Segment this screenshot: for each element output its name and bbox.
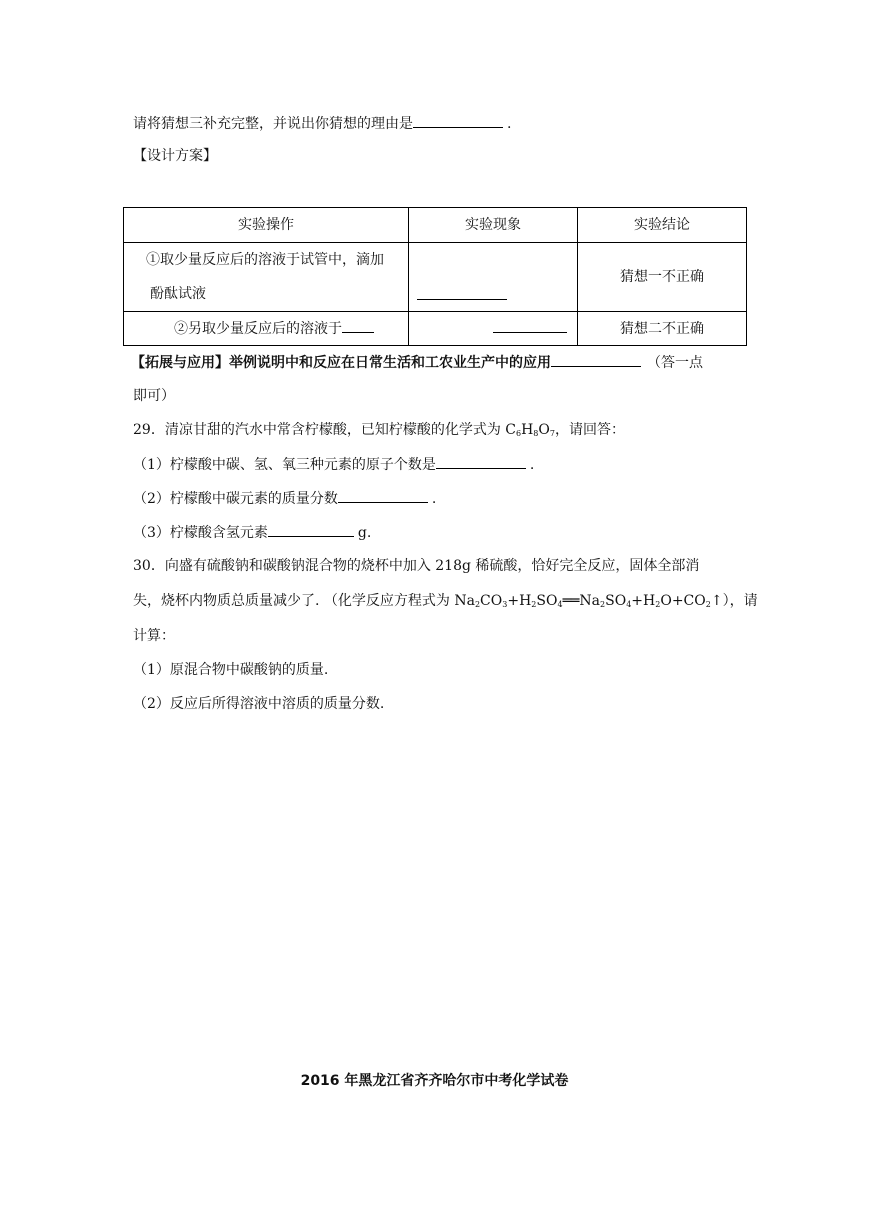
- q30-part1: （1）原混合物中碳酸钠的质量.: [133, 662, 329, 678]
- table-header-operation: 实验操作: [124, 208, 409, 243]
- q30-line2: 失，烧杯内物质总质量减少了. （化学反应方程式为 $Na_2CO_3+H_2SO_4══Na_2SO_4+H_2O+CO_2↑$），请: [133, 593, 758, 609]
- exam-title: 2016 年黑龙江省齐齐哈尔市中考化学试卷: [300, 1073, 569, 1089]
- row1-phenomenon-blank[interactable]: [417, 285, 507, 300]
- q30-line1: 30．向盛有硫酸钠和碳酸钠混合物的烧杯中加入 218g 稀硫酸，恰好完全反应，固体全部消: [133, 558, 700, 574]
- design-heading: 【设计方案】: [133, 148, 217, 164]
- q29-intro: 29．清凉甘甜的汽水中常含柠檬酸，已知柠檬酸的化学式为 $C_6H_8O_7$，请回答：: [133, 422, 625, 438]
- experiment-table: [123, 207, 747, 346]
- q29-part2: （2）柠檬酸中碳元素的质量分数 .: [133, 488, 436, 509]
- q29-part1-blank[interactable]: [436, 454, 526, 469]
- q30-line3: 计算：: [133, 628, 175, 644]
- table-row: [124, 312, 747, 346]
- row1-phenomenon: [409, 243, 578, 312]
- q29-part3: （3）柠檬酸含氢元素 g.: [133, 522, 371, 543]
- table-header-row: [124, 208, 747, 243]
- q29-part3-blank[interactable]: [268, 522, 354, 537]
- row2-operation: ②另取少量反应后的溶液于: [124, 312, 409, 346]
- row2-phenomenon: [409, 312, 578, 346]
- table-header-conclusion: 实验结论: [578, 208, 747, 243]
- q29-part1: （1）柠檬酸中碳、氢、氧三种元素的原子个数是 .: [133, 454, 534, 475]
- q30-part2: （2）反应后所得溶液中溶质的质量分数.: [133, 696, 385, 712]
- table-header-phenomenon: 实验现象: [409, 208, 578, 243]
- row2-phenomenon-blank[interactable]: [493, 318, 567, 333]
- extension-line1: 【拓展与应用】举例说明中和反应在日常生活和工农业生产中的应用 （答一点: [131, 352, 703, 373]
- extension-blank[interactable]: [551, 352, 641, 367]
- extension-line2: 即可）: [133, 388, 175, 404]
- row2-operation-blank[interactable]: [342, 318, 374, 333]
- q29-part2-blank[interactable]: [338, 488, 428, 503]
- guess-text: 请将猜想三补充完整，并说出你猜想的理由是: [133, 116, 413, 132]
- row2-conclusion: 猜想二不正确: [578, 312, 747, 346]
- row1-conclusion: 猜想一不正确: [578, 243, 747, 312]
- row1-operation: ①取少量反应后的溶液于试管中，滴加 酚酞试液: [124, 243, 409, 312]
- guess-question: 请将猜想三补充完整，并说出你猜想的理由是 .: [133, 113, 511, 134]
- table-row: [124, 243, 747, 312]
- guess-blank[interactable]: [413, 113, 503, 128]
